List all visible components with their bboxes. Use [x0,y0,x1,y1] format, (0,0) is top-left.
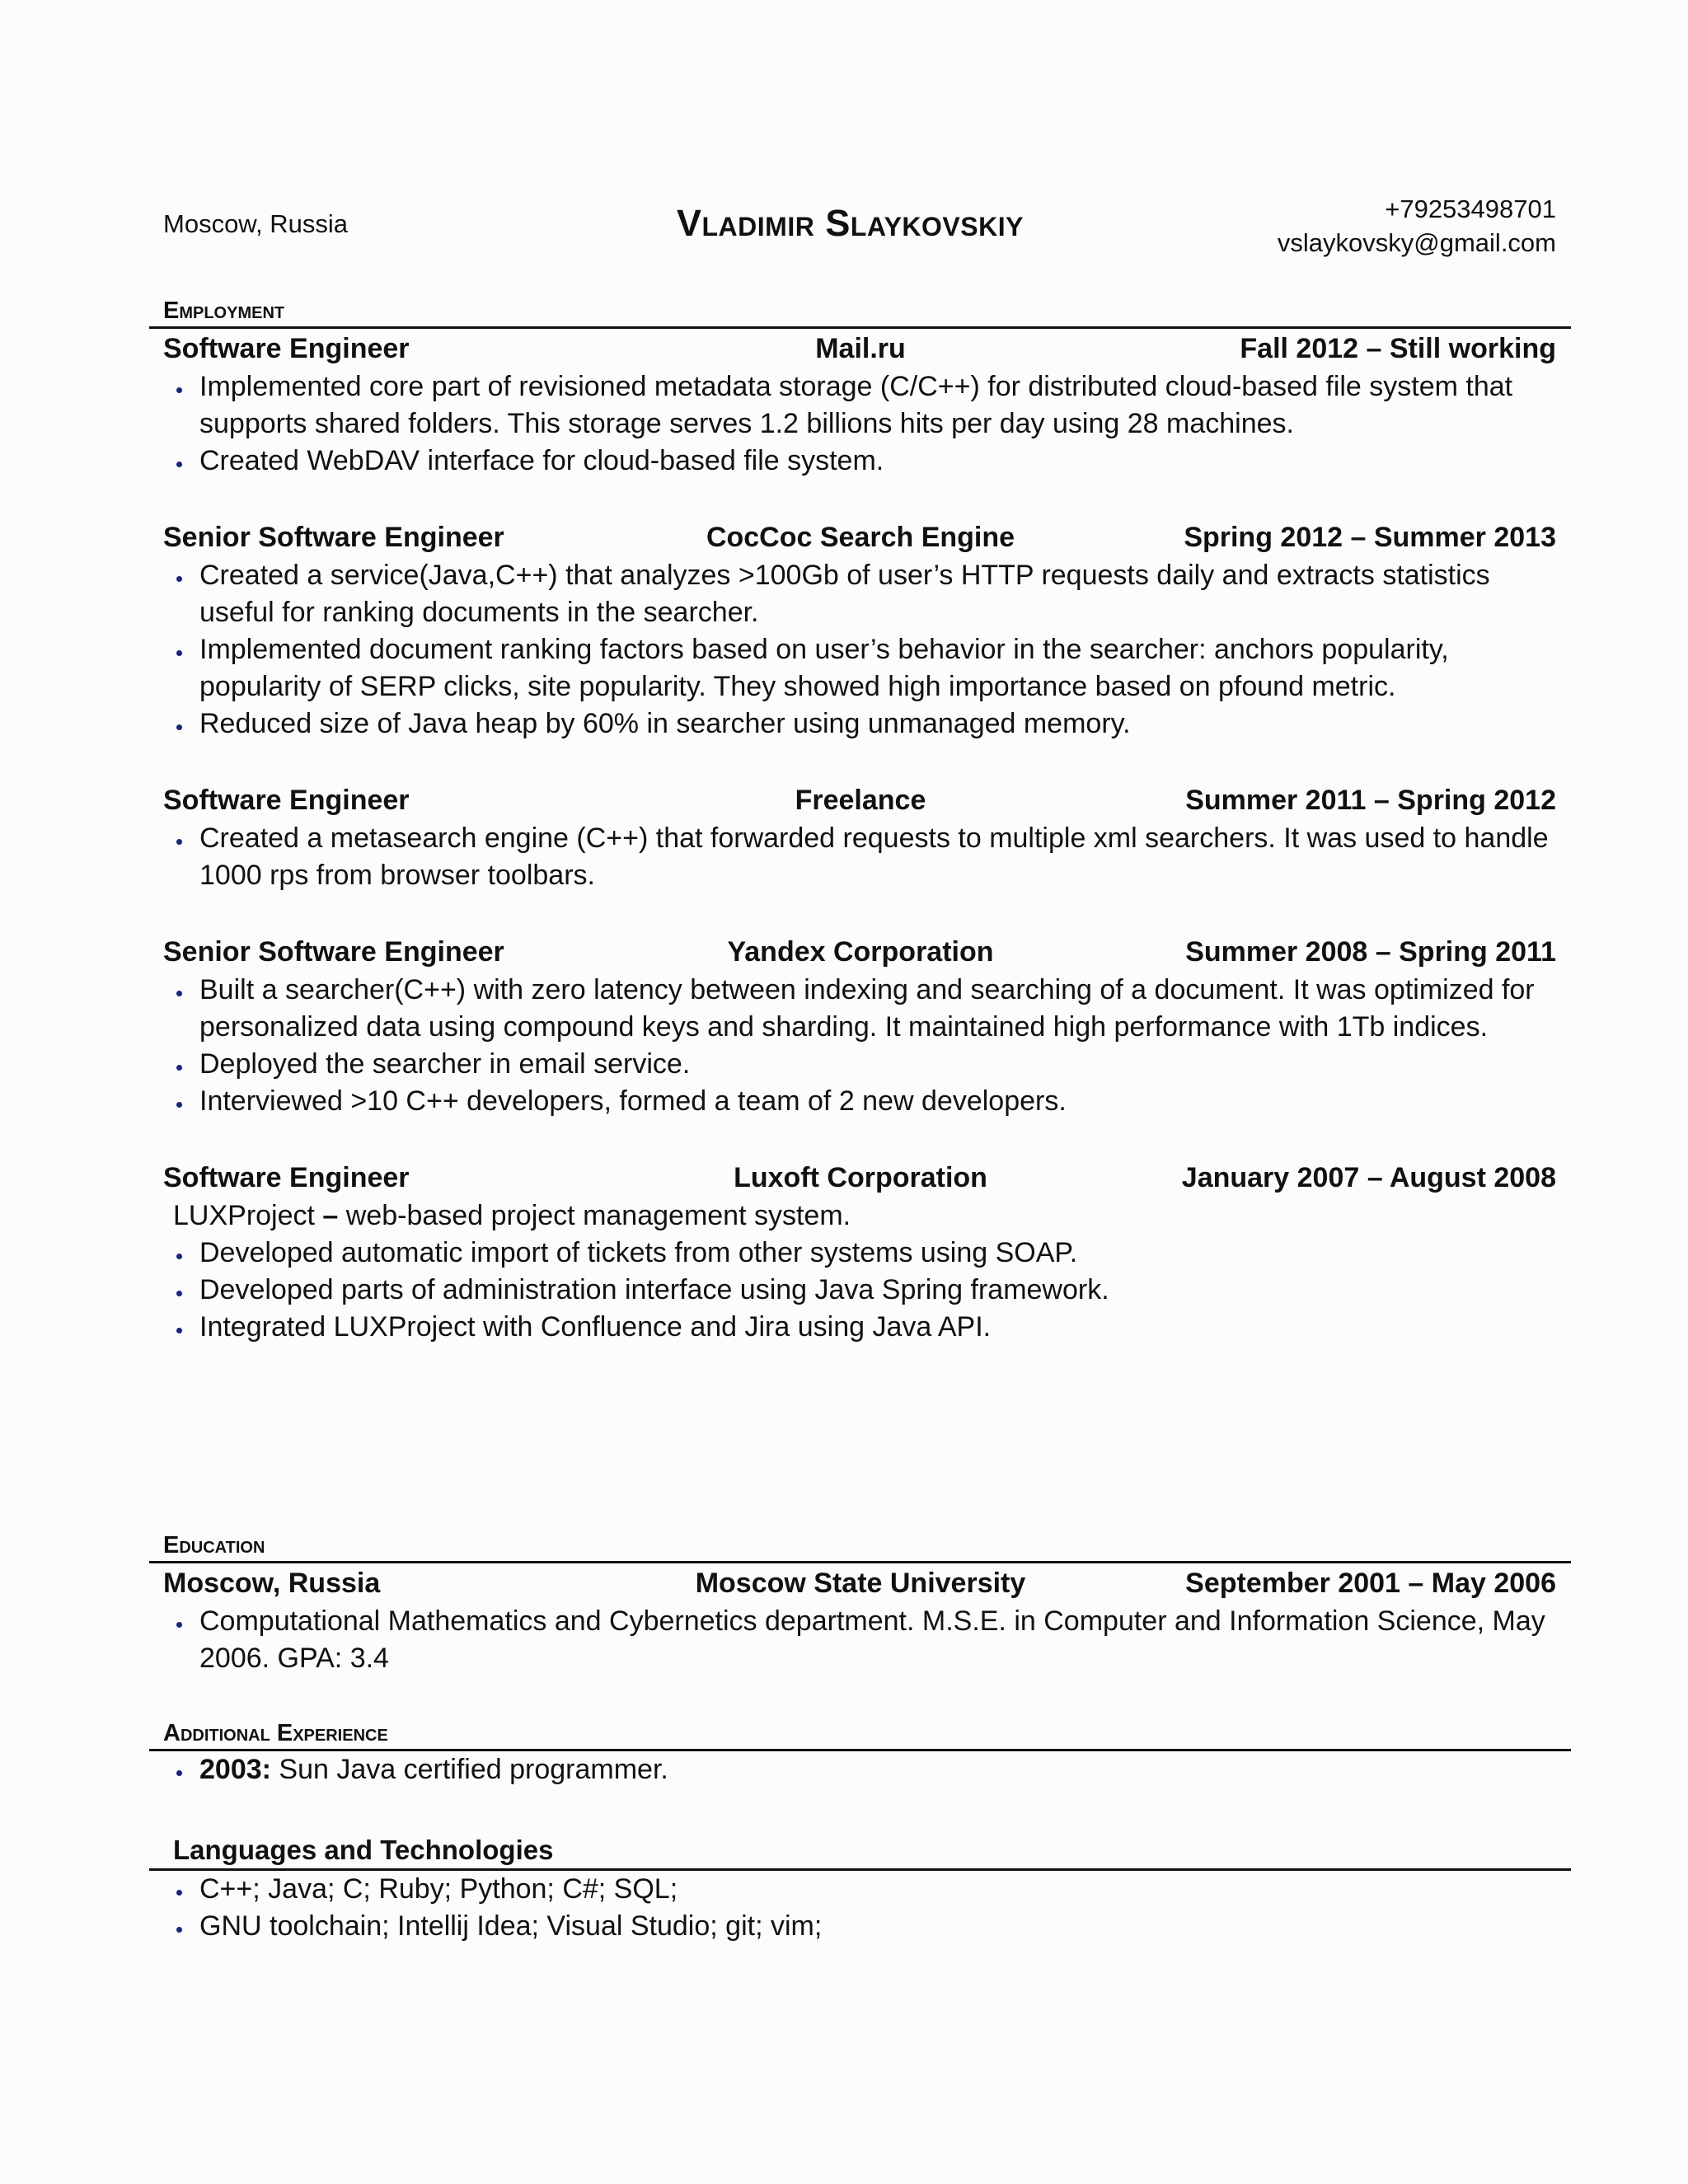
job-title: Senior Software Engineer [163,522,504,553]
list-item: Computational Mathematics and Cybernetics department. M.S.E. in Computer and Information Science, May 2006. GPA: 3.4 [149,1603,1571,1677]
email-address: vslaykovsky@gmail.com [1277,228,1556,257]
list-item: C++; Java; C; Ruby; Python; C#; SQL; [149,1871,1571,1908]
education-bullets [149,1603,1571,1677]
additional-bullets [149,1751,1571,1788]
job-bullets [149,972,1571,1120]
list-item: Developed parts of administration interface using Java Spring framework. [149,1272,1571,1309]
list-item [149,1751,1571,1788]
certification-year: 2003: [199,1754,271,1785]
list-item: Reduced size of Java heap by 60% in searcher using unmanaged memory. [149,705,1571,743]
job-header [149,780,1571,820]
job-entry [149,932,1571,1120]
job-bullets [149,820,1571,894]
additional-experience-section [149,1719,1571,1788]
job-entry [149,518,1571,743]
project-name: LUXProject [173,1200,315,1231]
education-header [149,1563,1571,1603]
job-title: Software Engineer [163,785,410,816]
list-item: Implemented core part of revisioned metadata storage (C/C++) for distributed cloud-based file system that supports shared folders. This storage serves 1.2 billions hits per day using 28 machines. [149,368,1571,443]
job-dates: Fall 2012 – Still working [1240,333,1556,364]
job-entry [149,329,1571,480]
list-item: Deployed the searcher in email service. [149,1046,1571,1083]
job-company: Freelance [795,785,926,816]
job-bullets [149,1235,1571,1346]
education-section [149,1531,1571,1677]
certification-text: Sun Java certified programmer. [279,1754,668,1785]
additional-experience-heading: Additional Experience [149,1719,1571,1751]
job-dates: January 2007 – August 2008 [1181,1162,1556,1193]
job-company: Yandex Corporation [727,936,994,968]
job-title: Software Engineer [163,333,410,364]
education-dates: September 2001 – May 2006 [1185,1568,1556,1599]
job-title: Senior Software Engineer [163,936,504,968]
languages-heading: Languages and Technologies [149,1834,1571,1871]
candidate-name: Vladimir Slaykovskiy [677,202,1024,244]
languages-bullets [149,1871,1571,1945]
project-dash: – [322,1200,339,1231]
list-item: Built a searcher(C++) with zero latency between indexing and searching of a document. It was optimized for personalized data using compound keys and sharding. It maintained high performance with 1Tb indices. [149,972,1571,1046]
resume-page [149,0,1571,2184]
list-item: Interviewed >10 C++ developers, formed a team of 2 new developers. [149,1083,1571,1120]
job-header [149,932,1571,972]
job-company: CocCoc Search Engine [706,522,1015,553]
header-location: Moscow, Russia [163,209,348,238]
list-item: Created WebDAV interface for cloud-based file system. [149,443,1571,480]
list-item: GNU toolchain; Intellij Idea; Visual Studio; git; vim; [149,1908,1571,1945]
education-heading: Education [149,1531,1571,1563]
project-summary: web-based project management system. [345,1200,851,1231]
project-description [149,1197,1571,1235]
list-item: Implemented document ranking factors based on user’s behavior in the searcher: anchors popularity, popularity of SERP clicks, site popularity. They showed high importance based on pfound metric. [149,631,1571,705]
job-bullets [149,557,1571,743]
list-item: Created a service(Java,C++) that analyzes >100Gb of user’s HTTP requests daily and extracts statistics useful for ranking documents in the searcher. [149,557,1571,631]
list-item: Developed automatic import of tickets from other systems using SOAP. [149,1235,1571,1272]
job-header [149,329,1571,368]
job-dates: Spring 2012 – Summer 2013 [1184,522,1556,553]
job-bullets [149,368,1571,480]
job-dates: Summer 2008 – Spring 2011 [1185,936,1556,968]
education-location: Moscow, Russia [163,1568,381,1599]
employment-section [149,297,1571,1346]
job-dates: Summer 2011 – Spring 2012 [1185,785,1556,816]
contact-block [1278,192,1556,260]
job-header [149,518,1571,557]
job-entry [149,1158,1571,1346]
education-school: Moscow State University [695,1568,1026,1599]
job-header [149,1158,1571,1197]
job-company: Mail.ru [815,333,906,364]
phone-number: +79253498701 [1385,194,1556,223]
job-title: Software Engineer [163,1162,410,1193]
list-item: Integrated LUXProject with Confluence and Jira using Java API. [149,1309,1571,1346]
list-item: Created a metasearch engine (C++) that forwarded requests to multiple xml searchers. It was used to handle 1000 rps from browser toolbars. [149,820,1571,894]
languages-section [149,1834,1571,1945]
employment-heading: Employment [149,297,1571,329]
job-company: Luxoft Corporation [734,1162,987,1193]
job-entry [149,780,1571,894]
